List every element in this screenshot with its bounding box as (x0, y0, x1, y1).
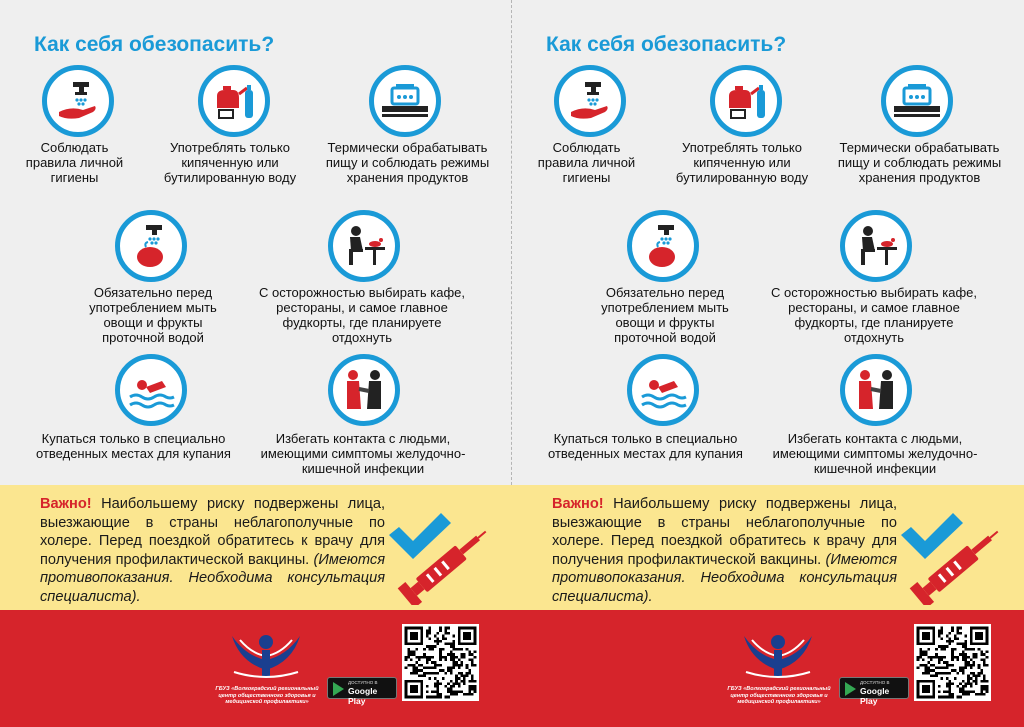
google-play-icon (333, 682, 344, 696)
google-play-label: Google Play (860, 686, 890, 706)
warning-note: (Имеются противопоказания. Необходима консультация специалиста). (40, 551, 385, 605)
google-play-icon (845, 682, 856, 696)
item-label-cooking: Термически обрабатывать пищу и соблюдать режимы хранения продуктов (837, 140, 1002, 185)
item-label-water: Употреблять только кипяченную или бутилированную воду (675, 140, 809, 185)
org-logo (212, 626, 322, 722)
item-label-swimming: Купаться только в специально отведенных местах для купания (36, 431, 231, 461)
important-label: Важно! (552, 496, 604, 512)
handshake-icon (328, 354, 400, 426)
org-name: ГБУЗ «Волгоградский региональный центр общественного здоровья и медицинской профилактики» (215, 686, 319, 705)
org-logo (724, 626, 834, 722)
qr-pattern (914, 624, 991, 701)
warning-note: (Имеются противопоказания. Необходима консультация специалиста). (552, 551, 897, 605)
wash-fruit-icon (115, 210, 187, 282)
item-label-hygiene: Соблюдать правила личной гигиены (537, 140, 636, 185)
kettle-bottle-icon (710, 65, 782, 137)
item-label-contact: Избегать контакта с людьми, имеющими симптомы желудочно-кишечной инфекции (260, 431, 466, 476)
google-play-caption: ДОСТУПНО В (348, 680, 378, 685)
syringe-checkmark-icon (897, 505, 1012, 605)
fold-line (511, 0, 512, 485)
google-play-badge[interactable] (839, 677, 909, 706)
google-play-label: Google Play (348, 686, 378, 706)
handshake-icon (840, 354, 912, 426)
qr-pattern (402, 624, 479, 701)
item-label-water: Употреблять только кипяченную или бутилированную воду (163, 140, 297, 185)
org-name: ГБУЗ «Волгоградский региональный центр общественного здоровья и медицинской профилактики» (727, 686, 831, 705)
item-label-swimming: Купаться только в специально отведенных местах для купания (548, 431, 743, 461)
stove-pot-icon (881, 65, 953, 137)
person-eating-icon (840, 210, 912, 282)
stove-pot-icon (369, 65, 441, 137)
syringe-checkmark-icon (385, 505, 500, 605)
qr-code[interactable] (402, 624, 479, 701)
item-label-cafe: С осторожностью выбирать кафе, рестораны, и самое главное фудкорты, где планируете отдохнуть (771, 285, 977, 345)
right-panel (512, 0, 1024, 727)
item-label-contact: Избегать контакта с людьми, имеющими симптомы желудочно-кишечной инфекции (772, 431, 978, 476)
item-label-cooking: Термически обрабатывать пищу и соблюдать режимы хранения продуктов (325, 140, 490, 185)
warning-body: Наибольшему риску подвержены лица, выезжающие в страны неблагополучные по холере. Перед поездкой обратитесь к врачу для получения профилактической вакцины. (40, 496, 385, 568)
org-emblem-icon (738, 626, 818, 682)
panel-title: Как себя обезопасить? (546, 33, 787, 56)
important-label: Важно! (40, 496, 92, 512)
panel-title: Как себя обезопасить? (34, 33, 275, 56)
swimmer-icon (627, 354, 699, 426)
qr-code[interactable] (914, 624, 991, 701)
warning-text (552, 495, 897, 606)
wash-fruit-icon (627, 210, 699, 282)
swimmer-icon (115, 354, 187, 426)
person-eating-icon (328, 210, 400, 282)
item-label-fruit: Обязательно перед употреблением мыть овощи и фрукты проточной водой (89, 285, 217, 345)
kettle-bottle-icon (198, 65, 270, 137)
item-label-fruit: Обязательно перед употреблением мыть овощи и фрукты проточной водой (601, 285, 729, 345)
google-play-badge[interactable] (327, 677, 397, 706)
org-emblem-icon (226, 626, 306, 682)
item-label-hygiene: Соблюдать правила личной гигиены (25, 140, 124, 185)
warning-body: Наибольшему риску подвержены лица, выезжающие в страны неблагополучные по холере. Перед поездкой обратитесь к врачу для получения профилактической вакцины. (552, 496, 897, 568)
handwash-icon (554, 65, 626, 137)
google-play-caption: ДОСТУПНО В (860, 680, 890, 685)
item-label-cafe: С осторожностью выбирать кафе, рестораны, и самое главное фудкорты, где планируете отдохнуть (259, 285, 465, 345)
handwash-icon (42, 65, 114, 137)
warning-text (40, 495, 385, 606)
